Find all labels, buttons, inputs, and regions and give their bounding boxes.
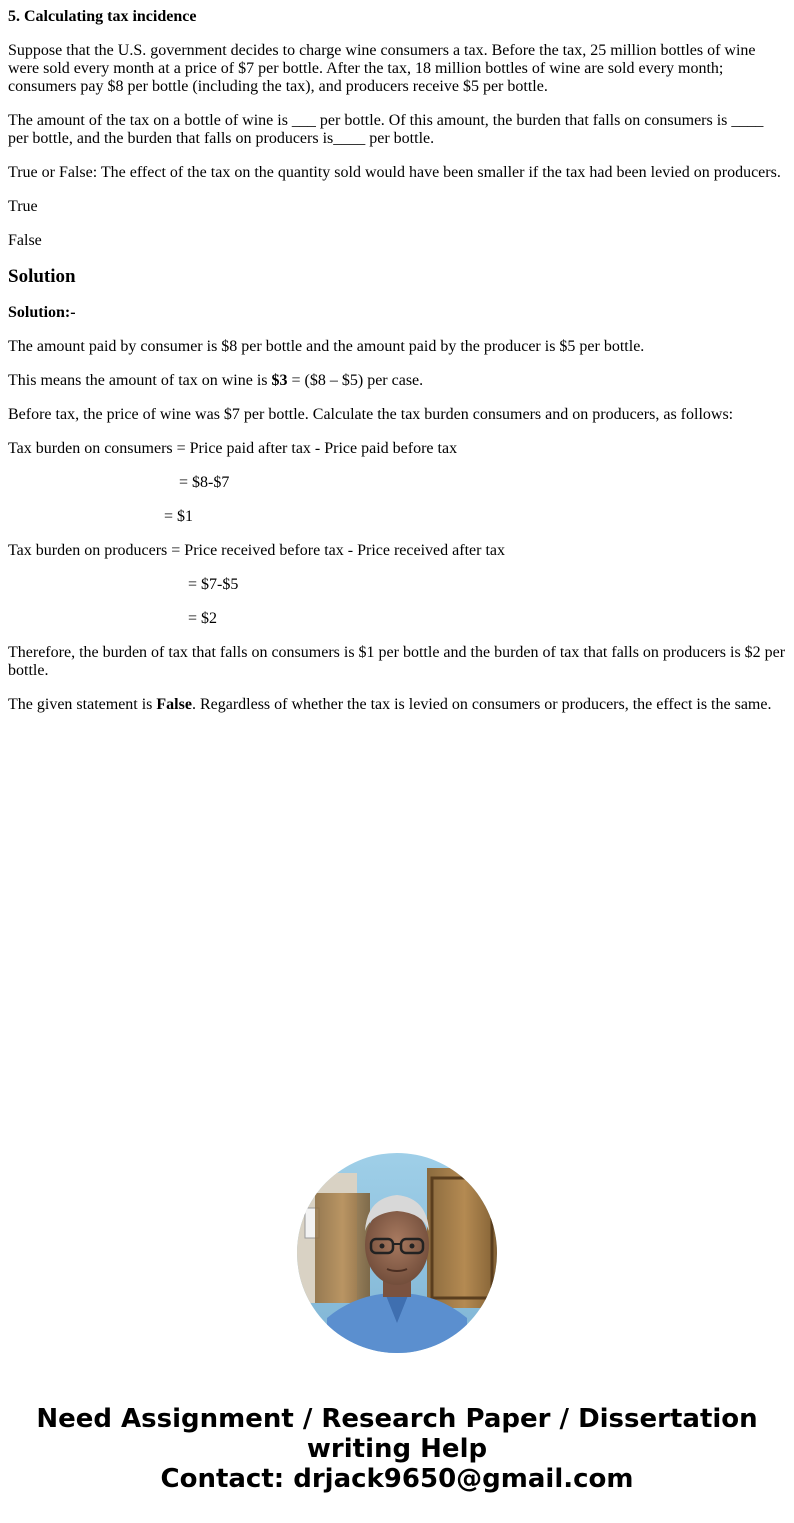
- solution-heading: Solution: [8, 266, 76, 287]
- question-intro: Suppose that the U.S. government decides to charge wine consumers a tax. Before the tax, 25 million bottles of wine were sold every month at a price of $7 per bottle. After the tax, 18 million bottles of wine are sold every month; consumers pay $8 per bottle (including the tax), and producers receive $5 per bottle.: [8, 42, 756, 95]
- document-body: [8, 8, 786, 730]
- consumer-burden-step-2: = $1: [164, 508, 194, 525]
- tax-amount-value: $3: [271, 372, 288, 389]
- solution-statement: [8, 696, 786, 714]
- producer-burden-formula: Tax burden on producers = Price received before tax - Price received after tax: [8, 542, 505, 559]
- option-false: False: [8, 232, 42, 249]
- avatar: [297, 1153, 497, 1353]
- solution-tax-amount: [8, 372, 786, 390]
- producer-burden-step-2: = $2: [188, 610, 218, 627]
- question-true-false-prompt: True or False: The effect of the tax on the quantity sold would have been smaller if the tax had been levied on producers.: [8, 164, 781, 181]
- consumer-burden-step-1: = $8-$7: [179, 474, 230, 491]
- footer-line-1: Need Assignment / Research Paper / Dissertation: [36, 1404, 758, 1434]
- solution-conclusion: Therefore, the burden of tax that falls on consumers is $1 per bottle and the burden of tax that falls on producers is $2 per bottle.: [8, 644, 786, 679]
- solution-paid-text: The amount paid by consumer is $8 per bottle and the amount paid by the producer is $5 per bottle.: [8, 338, 645, 355]
- solution-label: Solution:-: [8, 304, 76, 321]
- tax-amount-prefix: This means the amount of tax on wine is: [8, 372, 272, 389]
- footer-contact: Contact: drjack9650@gmail.com: [160, 1464, 634, 1494]
- statement-suffix: . Regardless of whether the tax is levied on consumers or producers, the effect is the same.: [191, 696, 772, 713]
- question-title: 5. Calculating tax incidence: [8, 8, 197, 25]
- consumer-burden-formula: Tax burden on consumers = Price paid after tax - Price paid before tax: [8, 440, 458, 457]
- statement-prefix: The given statement is: [8, 696, 157, 713]
- producer-burden-step-1: = $7-$5: [188, 576, 239, 593]
- avatar-portrait-image: [297, 1153, 497, 1353]
- question-amount-prompt: The amount of the tax on a bottle of wine is ___ per bottle. Of this amount, the burden that falls on consumers is ____ per bottle, and the burden that falls on producers is____ per bottle.: [8, 112, 764, 147]
- footer-line-2: writing Help: [306, 1434, 488, 1464]
- tax-amount-suffix: = ($8 – $5) per case.: [287, 372, 424, 389]
- solution-before-text: Before tax, the price of wine was $7 per bottle. Calculate the tax burden consumers and on producers, as follows:: [8, 406, 734, 423]
- option-true: True: [8, 198, 38, 215]
- statement-answer: False: [156, 696, 192, 713]
- footer-banner: [0, 1404, 794, 1494]
